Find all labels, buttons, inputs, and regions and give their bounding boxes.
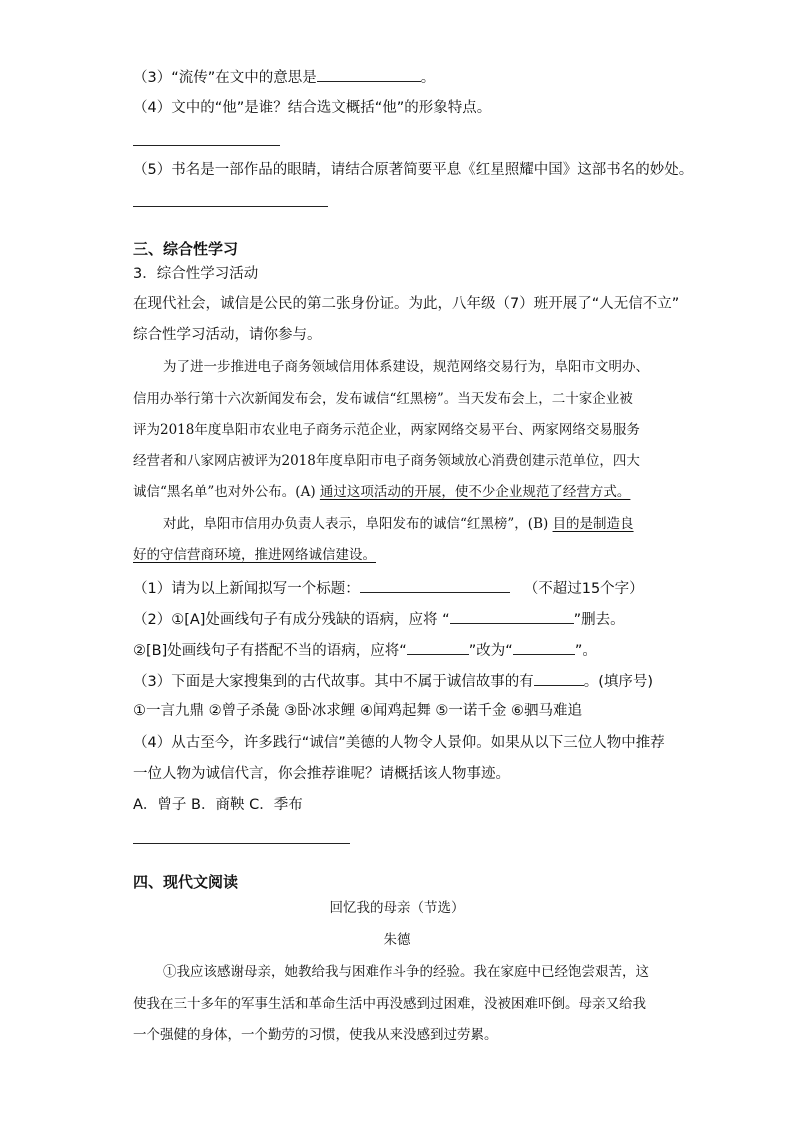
question-3: [133, 66, 435, 88]
article-line: 使我在三十多年的军事生活和革命生活中再没感到过困难，没被困难吓倒。母亲又给我: [133, 996, 646, 1012]
answer-blank[interactable]: [450, 608, 574, 624]
subquestion-3: [133, 670, 653, 692]
subquestion-3-end: 。(填序号): [583, 674, 654, 690]
subquestion-2a-text: （2）①[A]处画线句子有成分残缺的语病，应将 “: [133, 612, 450, 628]
section-3-intro: 在现代社会，诚信是公民的第二张身份证。为此，八年级（7）班开展了“人无信不立”: [133, 296, 680, 312]
article-line: ①我应该感谢母亲，她教给我与困难作斗争的经验。我在家庭中已经饱尝艰苦，这: [163, 964, 649, 980]
news-line: 信用办举行第十六次新闻发布会，发布诚信“红黑榜”。当天发布会上，二十家企业被: [133, 391, 633, 407]
news-line: 评为2018年度阜阳市农业电子商务示范企业，两家网络交易平台、两家网络交易服务: [133, 422, 640, 438]
subquestion-3-text: （3）下面是大家搜集到的古代故事。其中不属于诚信故事的有: [133, 674, 534, 690]
answer-line[interactable]: [133, 843, 350, 844]
news-line: 为了进一步推进电子商务领域信用体系建设，规范网络交易行为，阜阳市文明办、: [163, 359, 649, 375]
section-3-item: 3．综合性学习活动: [133, 266, 259, 282]
section-3-intro: 综合性学习活动，请你参与。: [133, 327, 322, 343]
underlined-sentence-a: 通过这项活动的开展，使不少企业规范了经营方式。: [319, 484, 631, 500]
answer-blank[interactable]: [360, 577, 510, 593]
answer-line[interactable]: [133, 206, 328, 207]
subquestion-2b-text: ②[B]处画线句子有搭配不当的语病，应将“: [133, 643, 407, 659]
answer-blank[interactable]: [407, 639, 469, 655]
underlined-sentence-b: 目的是制造良: [552, 516, 634, 532]
subquestion-4: 一位人物为诚信代言，你会推荐谁呢？请概括该人物事迹。: [133, 766, 510, 782]
section-3-heading: 三、综合性学习: [133, 240, 239, 258]
subquestion-1-text: （1）请为以上新闻拟写一个标题：: [133, 581, 360, 597]
news-line: 经营者和八家网店被评为2018年度阜阳市电子商务领域放心消费创建示范单位，四大: [133, 453, 640, 469]
subquestion-2b-end: ”。: [574, 643, 597, 659]
subquestion-2a: [133, 608, 625, 630]
section-4-heading: 四、现代文阅读: [133, 873, 239, 891]
article-line: 一个强健的身体，一个勤劳的习惯，使我从来没感到过劳累。: [133, 1027, 498, 1043]
news-text: 对此，阜阳市信用办负责人表示，阜阳发布的诚信“红黑榜”，(B): [163, 516, 553, 532]
answer-blank[interactable]: [534, 670, 584, 686]
subquestion-2b-mid: ”改为“: [468, 643, 513, 659]
subquestion-2a-end: ”删去。: [573, 612, 625, 628]
news-line: [163, 514, 634, 534]
person-options: A．曾子 B．商鞅 C．季布: [133, 797, 303, 813]
news-line: [133, 482, 630, 502]
answer-line[interactable]: [133, 145, 280, 146]
answer-blank[interactable]: [317, 66, 421, 82]
question-5: （5）书名是一部作品的眼睛，请结合原著简要平息《红星照耀中国》这部书名的妙处。: [133, 162, 694, 178]
underlined-sentence-b-cont: 好的守信营商环境，推进网络诚信建设。: [133, 547, 376, 563]
question-3-end: 。: [420, 70, 436, 86]
news-text: 诚信“黑名单”也对外公布。(A): [133, 484, 320, 500]
subquestion-4: （4）从古至今，许多践行“诚信”美德的人物令人景仰。如果从以下三位人物中推荐: [133, 735, 665, 751]
article-author: 朱德: [383, 932, 411, 948]
answer-blank[interactable]: [513, 639, 575, 655]
article-title: 回忆我的母亲（节选）: [329, 900, 465, 916]
subquestion-2b: [133, 639, 597, 661]
subquestion-1-note: （不超过15个字）: [523, 581, 644, 597]
story-list: ①一言九鼎 ②曾子杀彘 ③卧冰求鲤 ④闻鸡起舞 ⑤一诺千金 ⑥驷马难追: [133, 703, 583, 719]
question-4: （4）文中的“他”是谁？结合选文概括“他”的形象特点。: [133, 100, 492, 116]
news-line: [133, 545, 376, 565]
question-3-text: （3）“流传”在文中的意思是: [133, 70, 317, 86]
subquestion-1: [133, 577, 644, 599]
